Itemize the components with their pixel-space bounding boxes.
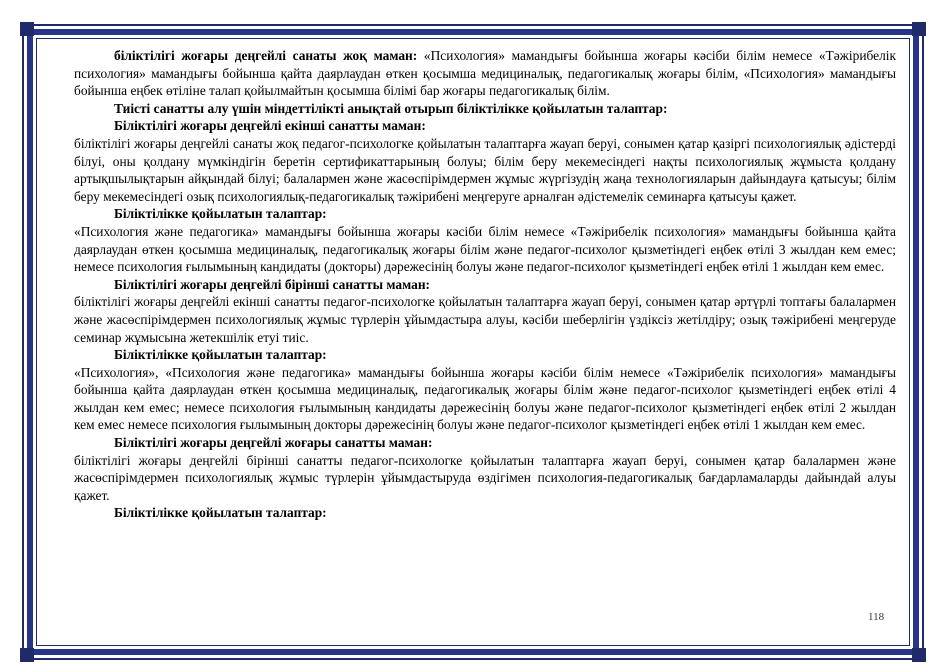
paragraph-text: «Психология», «Психология және педагогика» мамандығы бойынша жоғары кәсіби білім немесе «Тәжірибелік психология» мамандығы бойынша қайта даярлаудан өткен қосымша медициналық, педагогикалық жоғары білім және педагог-психолог қызметіндегі еңбек өтілі 4 жылдан кем емес; немесе психология ғылымының кандидаты дәрежесінің болуы және педагог-психолог қызметіндегі еңбек өтілі 2 жылдан кем емес немесе психология ғылымының докторы дәрежесінің болуы және педагог-психолог қызметіндегі еңбек өтілі 1 жылдан кем емес.	[74, 364, 896, 433]
document-body	[74, 47, 896, 522]
section-heading: Біліктілігі жоғары деңгейлі екінші санатты маман:	[114, 118, 426, 134]
corner-ornament	[20, 22, 34, 36]
corner-ornament	[912, 648, 926, 662]
section-heading: Біліктілікке қойылатын талаптар:	[114, 347, 327, 363]
paragraph-text: «Психология» мамандығы бойынша жоғары кәсіби білім немесе «Тәжірибелік психология» мамандығы бойынша қайта даярлаудан өткен қосымша медициналық, педагогикалық жоғары білім, «Психология» мамандығы бойынша еңбек өтіліне талап қойылмайтын қосымша білімі бар жоғары педагогикалық білім.	[74, 48, 896, 99]
paragraph-text: «Психология және педагогика» мамандығы бойынша жоғары кәсіби білім немесе «Тәжірибелік психология» мамандығы бойынша қайта даярлаудан өткен қосымша медициналық, педагогикалық жоғары білім және педагог-психолог қызметіндегі еңбек өтілі 3 жылдан кем емес; немесе психология ғылымының кандидаты (докторы) дәрежесінің болуы және педагог-психолог қызметіндегі еңбек өтілі 1 жылдан кем емес.	[74, 223, 896, 275]
paragraph-text: біліктілігі жоғары деңгейлі санаты жоқ педагог-психологке қойылатын талаптарға жауап беруі, сонымен қатар қазіргі психологиялық әдістерді білуі, оны қолдану мүмкіндігін беретін сертификаттарының болуы; білім беру мекемесіндегі нақты психологиялық жұмыста қолдану артықшылықтарын айқындай білуі; балалармен және жасөспірімдермен жұмыс жүргізудің жаңа технологияларын дайындауға қатысуы; білім беру мекемесіндегі озық психологиялық-педагогикалық тәжірибені меңгеруге арналған әдістемелік семинарға қатысуы қажет.	[74, 135, 896, 204]
section-heading: Тиісті санатты алу үшін міндеттілікті анықтай отырып біліктілікке қойылатын талаптар:	[114, 100, 668, 116]
corner-ornament	[20, 648, 34, 662]
paragraph	[74, 47, 896, 100]
section-heading: Біліктілікке қойылатын талаптар:	[114, 206, 327, 222]
corner-ornament	[912, 22, 926, 36]
section-heading: Біліктілікке қойылатын талаптар:	[114, 505, 327, 521]
paragraph-text: біліктілігі жоғары деңгейлі бірінші санатты педагог-психологке қойылатын талаптарға жауап беруі, сонымен қатар балалармен және жасөспірімдермен психологиялық жұмыс түрлерін ұйымдастыруда өздігімен психология-педагогикалық бағдарламаларды дайындай алуы қажет.	[74, 452, 896, 503]
section-heading: Біліктілігі жоғары деңгейлі бірінші санатты маман:	[114, 276, 430, 292]
paragraph-lead: біліктілігі жоғары деңгейлі санаты жоқ маман:	[114, 48, 418, 63]
section-heading: Біліктілігі жоғары деңгейлі жоғары санатты маман:	[114, 435, 433, 451]
paragraph-text: біліктілігі жоғары деңгейлі екінші санатты педагог-психологке қойылатын талаптарға жауап беруі, сонымен қатар әртүрлі топтағы балалармен және жасөспірімдермен психологиялық жұмыс түрлерін ұйымдастыра алуы, кәсіби шеберлігін үздіксіз жетілдіру; озық тәжірибені меңгеруде семинар жұмысына жетекшілік етуі тиіс.	[74, 294, 896, 345]
page-number: 118	[868, 611, 885, 623]
